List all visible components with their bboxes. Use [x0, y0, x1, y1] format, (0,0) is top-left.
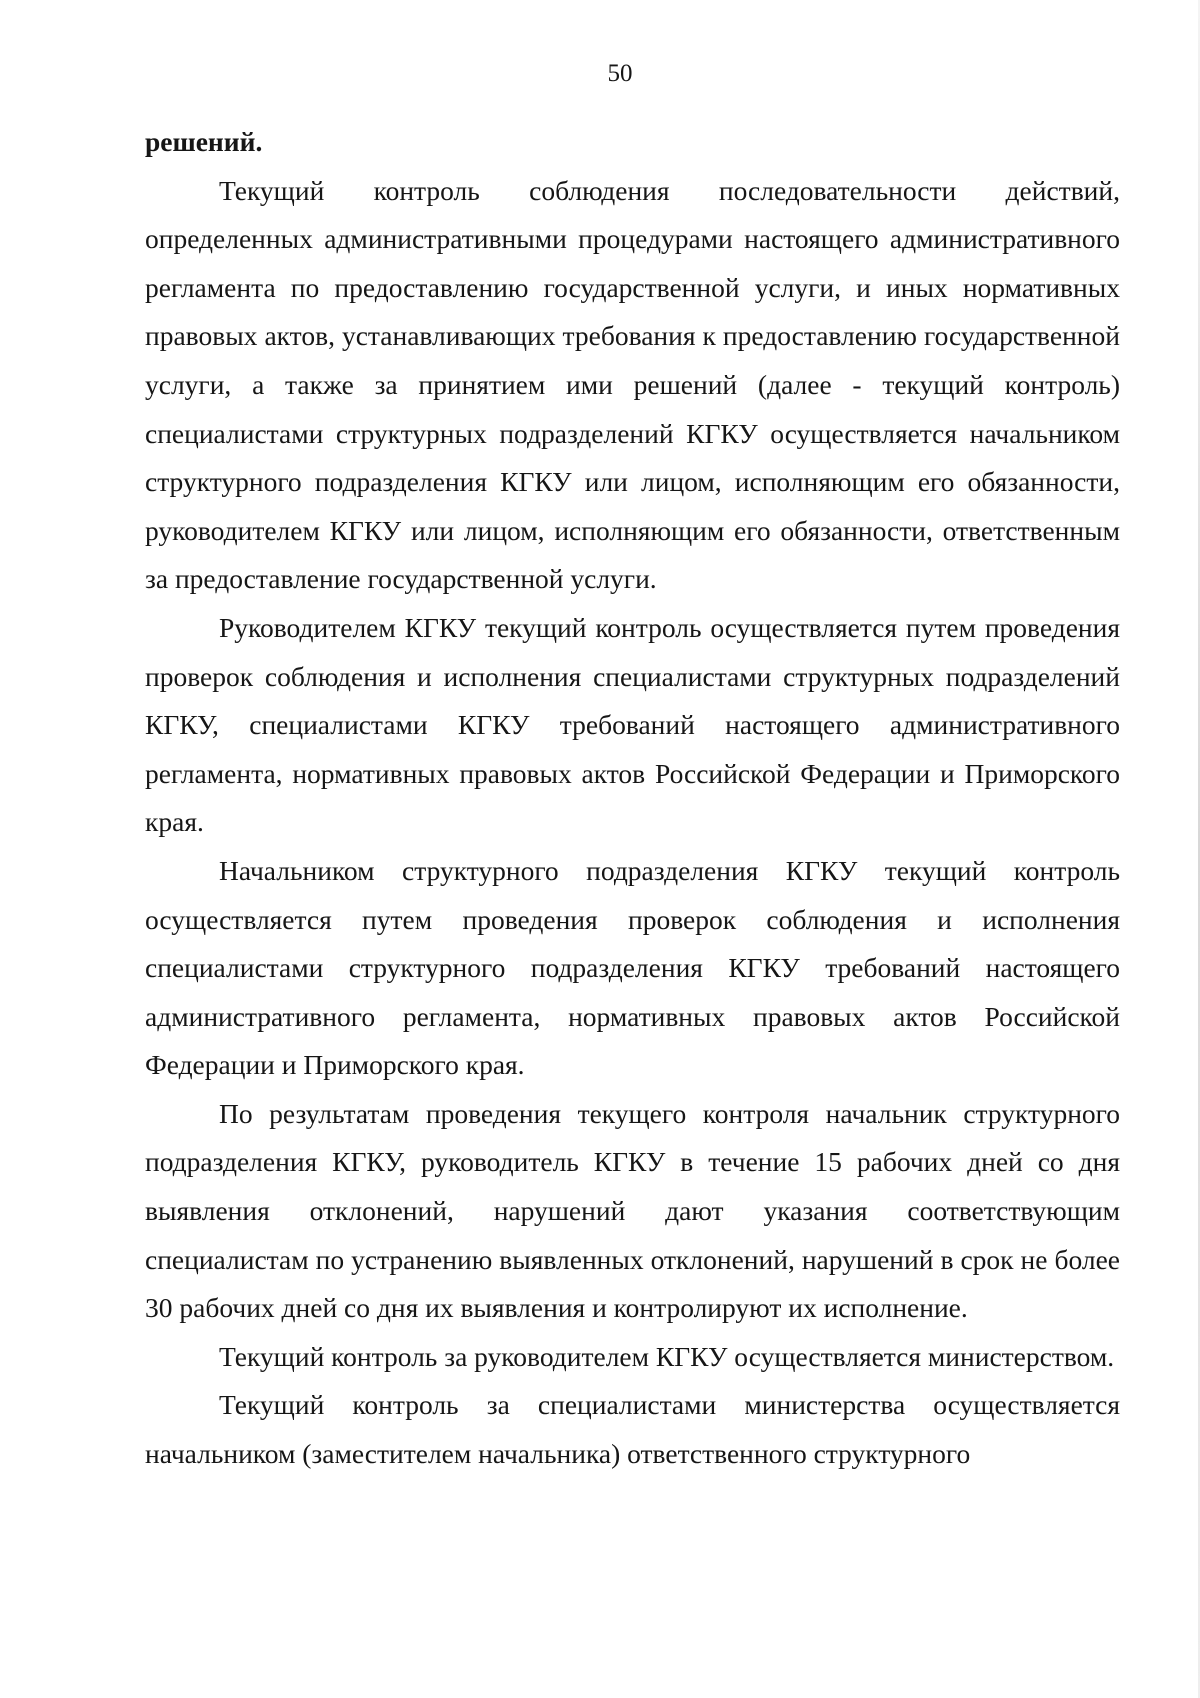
page-number: 50: [607, 60, 633, 87]
paragraph-director-control: Руководителем КГКУ текущий контроль осуществляется путем проведения проверок соблюдения и исполнения специалистами структурных подразделений КГКУ, специалистами КГКУ требований настоящего административного регламента, нормативных правовых актов Российской Федерации и Приморского края.: [145, 611, 1120, 838]
paragraph-ministry-control: Текущий контроль за руководителем КГКУ осуществляется министерством.: [219, 1340, 1115, 1372]
document-body: [145, 118, 1120, 1479]
paragraph-control-results: По результатам проведения текущего контроля начальник структурного подразделения КГКУ, руководитель КГКУ в течение 15 рабочих дней со дня выявления отклонений, нарушений дают указания соответствующим специалистам по устранению выявленных отклонений, нарушений в срок не более 30 рабочих дней со дня их выявления и контролируют их исполнение.: [145, 1097, 1120, 1324]
continuation-word: решений.: [145, 126, 263, 157]
paragraph-current-control-definition: Текущий контроль соблюдения последовательности действий, определенных административными процедурами настоящего административного регламента по предоставлению государственной услуги, и иных нормативных правовых актов, устанавливающих требования к предоставлению государственной услуги, а также за принятием ими решений (далее - текущий контроль) специалистами структурных подразделений КГКУ осуществляется начальником структурного подразделения КГКУ или лицом, исполняющим его обязанности, руководителем КГКУ или лицом, исполняющим его обязанности, ответственным за предоставление государственной услуги.: [145, 174, 1120, 595]
paragraph-unit-head-control: Начальником структурного подразделения КГКУ текущий контроль осуществляется путем проведения проверок соблюдения и исполнения специалистами структурного подразделения КГКУ требований настоящего административного регламента, нормативных правовых актов Российской Федерации и Приморского края.: [145, 854, 1120, 1081]
paragraph-ministry-specialists-control: Текущий контроль за специалистами министерства осуществляется начальником (заместителем начальника) ответственного структурного: [145, 1389, 1120, 1470]
